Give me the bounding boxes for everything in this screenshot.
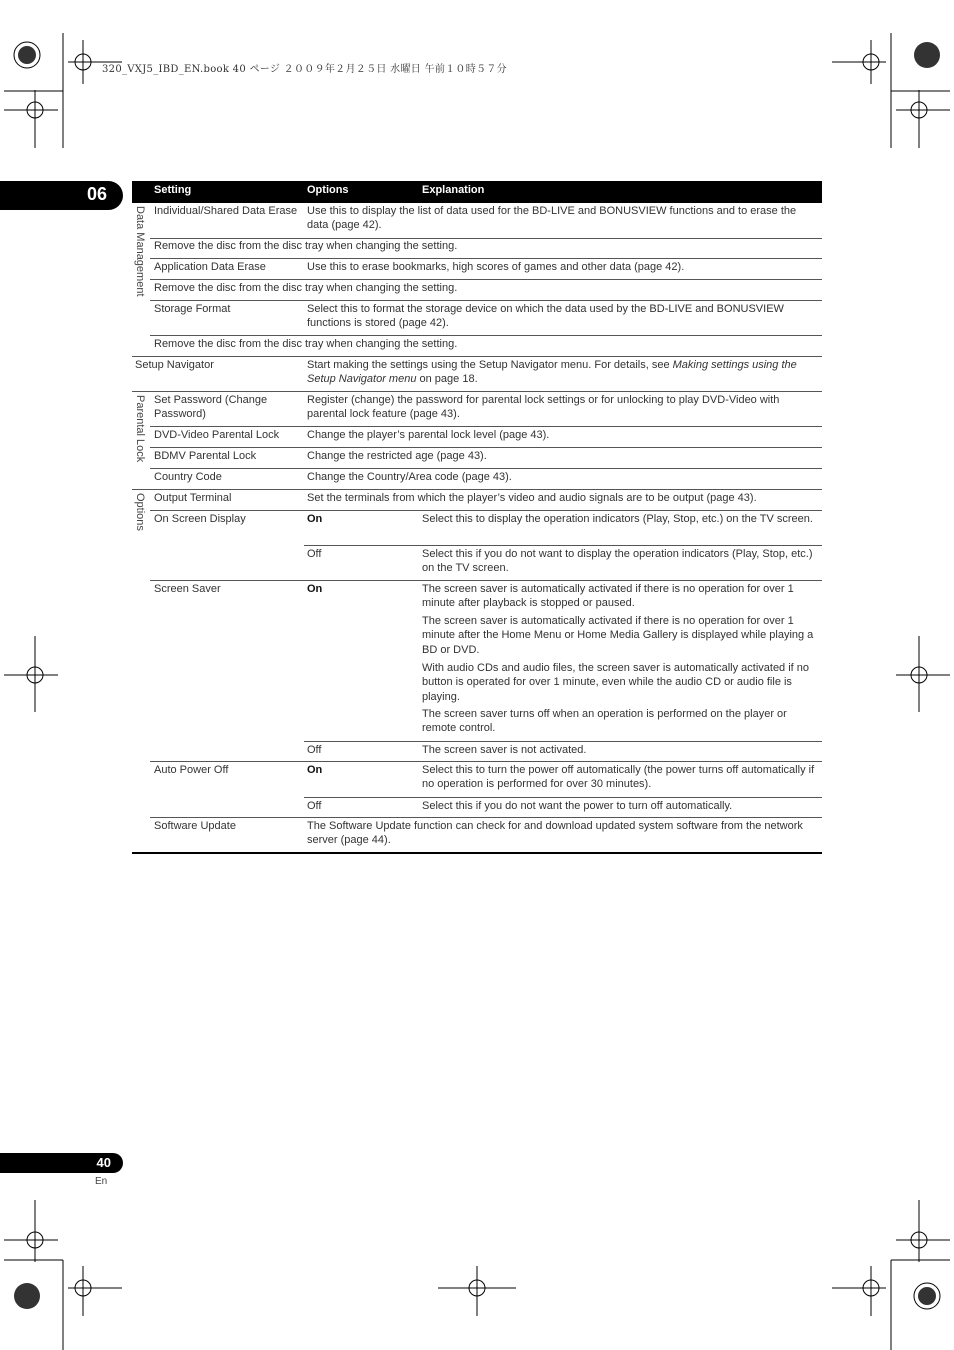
row-divider — [150, 258, 822, 259]
row-divider — [150, 335, 822, 336]
setting-screen-saver: Screen Saver — [154, 583, 221, 595]
setting-dvd-video-parental-lock: DVD-Video Parental Lock — [154, 429, 280, 441]
settings-table — [132, 181, 822, 203]
explanation-application-data-erase: Use this to erase bookmarks, high scores of games and other data (page 42). — [307, 261, 685, 273]
setting-auto-power-off: Auto Power Off — [154, 764, 229, 776]
setting-application-data-erase: Application Data Erase — [154, 261, 266, 273]
note-disc-removal: Remove the disc from the disc tray when changing the setting. — [154, 282, 458, 294]
group-label-parental-lock: Parental Lock — [134, 395, 146, 463]
explanation-individual-shared-data-erase: Use this to display the list of data used for the BD-LIVE and BONUSVIEW functions and to erase the data (page 42). — [307, 205, 797, 232]
option-off-explanation: Select this if you do not want to display the operation indicators (Play, Stop, etc.) on the TV screen. — [422, 548, 813, 575]
option-off: Off — [307, 548, 322, 560]
row-divider — [150, 761, 822, 762]
option-on-explanation: The screen saver is automatically activated if there is no operation for over 1 minute after playback is stopped or paused. — [422, 583, 794, 610]
page-number-tab — [0, 1153, 123, 1173]
option-on-explanation: Select this to turn the power off automatically (the power turns off automatically if no operation is performed for over 30 minutes). — [422, 764, 815, 791]
row-divider — [150, 279, 822, 280]
setting-software-update: Software Update — [154, 820, 236, 832]
chapter-tab — [0, 181, 123, 210]
option-on-explanation: The screen saver is automatically activated if there is no operation for over 1 minute after the Home Menu or Home Media Gallery is displayed while playing a BD or DVD. — [422, 615, 814, 656]
option-on-explanation: With audio CDs and audio files, the screen saver is automatically activated if no button is operated for over 1 minute, even while the audio CD or audio file is playing. — [422, 662, 810, 703]
option-off-explanation: The screen saver is not activated. — [422, 744, 587, 756]
row-divider — [304, 797, 822, 798]
chapter-number: 06 — [86, 184, 107, 204]
option-on: On — [307, 513, 323, 525]
setting-setup-navigator: Setup Navigator — [135, 359, 214, 371]
row-divider — [150, 447, 822, 448]
group-label-data-management: Data Management — [134, 206, 146, 297]
explanation-text: on page 18. — [416, 373, 478, 386]
setting-output-terminal: Output Terminal — [154, 492, 232, 504]
print-header: 320_VXJ5_IBD_EN.book 40 ページ ２００９年２月２５日 水曜日 午前１０時５７分 — [102, 64, 507, 75]
explanation-italic-ref: Making settings using the Setup Navigator menu — [307, 359, 797, 386]
row-divider — [150, 817, 822, 818]
explanation-country-code: Change the Country/Area code (page 43). — [307, 471, 512, 483]
explanation-software-update: The Software Update function can check for and download updated system software from the network server (page 44). — [307, 820, 803, 847]
option-off: Off — [307, 800, 322, 812]
row-divider — [150, 468, 822, 469]
note-disc-removal: Remove the disc from the disc tray when changing the setting. — [154, 240, 458, 252]
explanation-dvd-video-parental-lock: Change the player’s parental lock level (page 43). — [307, 429, 550, 441]
note-disc-removal: Remove the disc from the disc tray when changing the setting. — [154, 338, 458, 350]
explanation-storage-format: Select this to format the storage device on which the data used by the BD-LIVE and BONUSVIEW functions is stored (page 42). — [307, 303, 784, 330]
row-divider — [150, 300, 822, 301]
explanation-setup-navigator — [307, 358, 819, 387]
group-divider — [132, 391, 822, 392]
group-divider — [132, 489, 822, 490]
row-divider — [150, 580, 822, 581]
group-divider — [132, 356, 822, 357]
option-off: Off — [307, 744, 322, 756]
header-setting: Setting — [154, 184, 192, 196]
option-on-explanation: Select this to display the operation indicators (Play, Stop, etc.) on the TV screen. — [422, 513, 813, 525]
header-explanation: Explanation — [422, 184, 485, 196]
setting-individual-shared-data-erase: Individual/Shared Data Erase — [154, 205, 298, 217]
page-number: 40 — [96, 1155, 111, 1170]
explanation-bdmv-parental-lock: Change the restricted age (page 43). — [307, 450, 487, 462]
option-on: On — [307, 583, 323, 595]
row-divider — [304, 741, 822, 742]
explanation-set-password: Register (change) the password for parental lock settings or for unlocking to play DVD-Video with parental lock feature (page 43). — [307, 394, 780, 421]
language-code: En — [95, 1176, 108, 1187]
option-off-explanation: Select this if you do not want the power to turn off automatically. — [422, 800, 733, 812]
group-label-options: Options — [134, 493, 146, 531]
setting-set-password: Set Password (Change Password) — [154, 394, 268, 421]
table-bottom-rule — [132, 852, 822, 854]
option-on-explanation: The screen saver turns off when an operation is performed on the player or remote control. — [422, 708, 787, 735]
row-divider — [150, 510, 822, 511]
setting-bdmv-parental-lock: BDMV Parental Lock — [154, 450, 257, 462]
explanation-text: Start making the settings using the Setup Navigator menu. For details, see — [307, 359, 673, 371]
setting-storage-format: Storage Format — [154, 303, 231, 315]
row-divider — [304, 545, 822, 546]
table-header — [132, 181, 822, 203]
explanation-output-terminal: Set the terminals from which the player’s video and audio signals are to be output (page 43). — [307, 492, 757, 504]
header-options: Options — [307, 184, 349, 196]
row-divider — [150, 426, 822, 427]
setting-on-screen-display: On Screen Display — [154, 513, 246, 525]
option-on: On — [307, 764, 323, 776]
setting-country-code: Country Code — [154, 471, 222, 483]
